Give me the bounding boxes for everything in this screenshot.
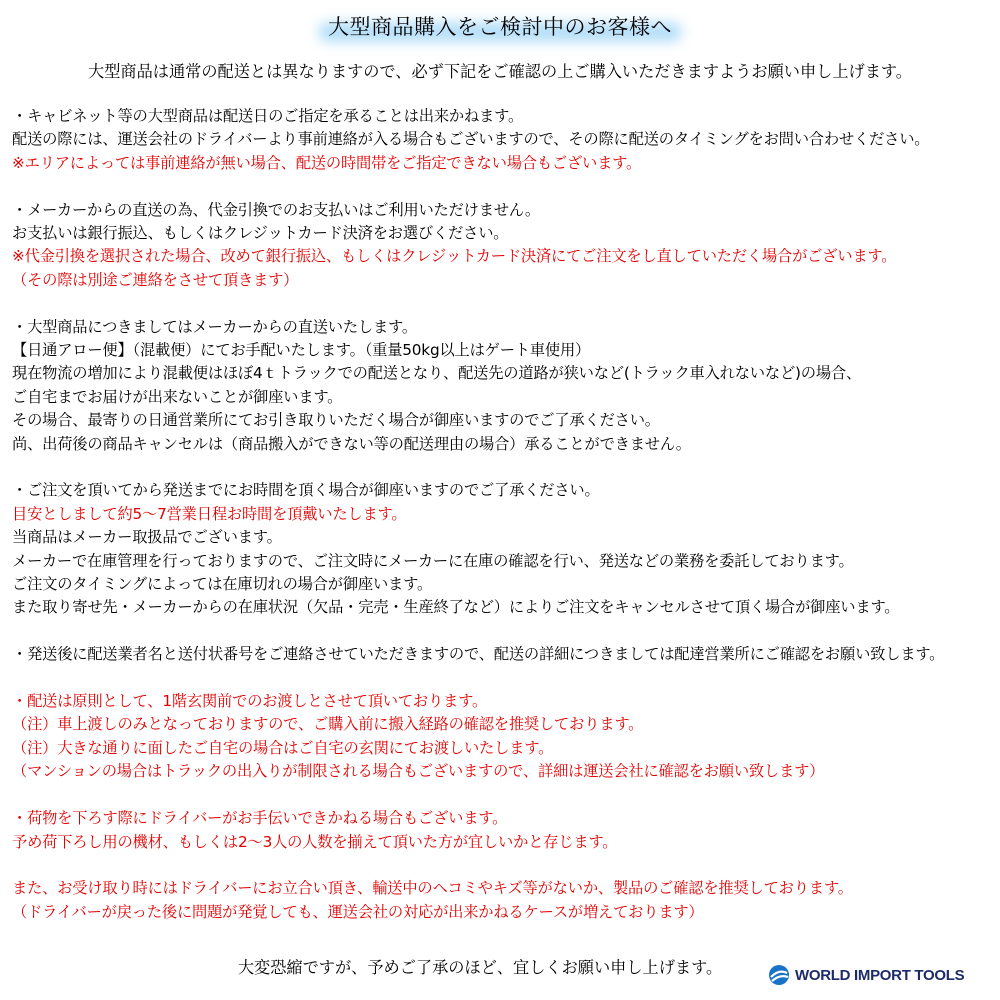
notice-line: ・発送後に配送業者名と送付状番号をご連絡させていただきますので、配送の詳細につきましては配達営業所にご確認をお願い致します。 [12,645,945,664]
notice-section [12,877,1000,924]
notice-line-warning: （注）車上渡しのみとなっておりますので、ご購入前に搬入経路の確認を推奨しております。 [12,715,644,734]
title-block [0,8,1000,48]
notice-line-warning: （マンションの場合はトラックの出入りが制限される場合もございますので、詳細は運送会社に確認をお願い致します） [12,762,825,781]
notice-line: メーカーで在庫管理を行っておりますので、ご注文時にメーカーに在庫の確認を行い、発送などの業務を委託しております。 [12,551,854,570]
notice-section [12,479,1000,619]
notice-line: ・ご注文を頂いてから発送までにお時間を頂く場合が御座いますのでご了承ください。 [12,481,600,500]
notice-line: ・大型商品につきましてはメーカーからの直送いたします。 [12,317,417,336]
notice-section [12,199,1000,293]
notice-line: その場合、最寄りの日通営業所にてお引き取りいただく場合が御座いますのでご了承ください。 [12,411,660,430]
notice-section [12,643,1000,666]
notice-body [12,105,1000,924]
notice-line-warning: また、お受け取り時にはドライバーにお立合い頂き、輸送中のヘコミやキズ等がないか、製品のご確認を推奨しております。 [12,879,853,898]
intro-text: 大型商品は通常の配送とは異なりますので、必ず下記をご確認の上ご購入いただきますようお願い申し上げます。 [88,62,912,81]
notice-line: お支払いは銀行振込、もしくはクレジットカード決済をお選びください。 [12,224,509,243]
notice-line-warning: （注）大きな通りに面したご自宅の場合はご自宅の玄関にてお渡しいたします。 [12,738,554,757]
section-gap [12,620,1000,643]
notice-line: 当商品はメーカー取扱品でございます。 [12,528,282,547]
notice-line-warning: ※エリアによっては事前連絡が無い場合、配送の時間帯をご指定できない場合もございます。 [12,153,642,172]
notice-line-warning: （その際は別途ご連絡をさせて頂きます） [12,270,299,289]
notice-section [12,807,1000,854]
logo-text: WORLD IMPORT TOOLS [795,966,965,984]
brand-logo [768,962,964,988]
notice-line-warning: 予め荷下ろし用の機材、もしくは2～3人の人数を揃えて頂いた方が宜しいかと存じます。 [12,832,618,851]
notice-line-warning: （ドライバーが戻った後に問題が発覚しても、運送会社の対応が出来かねるケースが増えております） [12,902,704,921]
page-title: 大型商品購入をご検討中のお客様へ [328,15,672,39]
notice-line: 尚、出荷後の商品キャンセルは（商品搬入ができない等の配送理由の場合）承ることができません。 [12,434,691,453]
notice-line-warning: 目安としまして約5～7営業日程お時間を頂戴いたします。 [12,504,407,523]
section-gap [12,456,1000,479]
closing-text: 大変恐縮ですが、予めご了承のほど、宜しくお願い申し上げます。 [237,958,723,977]
notice-line: 【日通アロー便】（混載便）にてお手配いたします。（重量50kg以上はゲート車使用） [12,341,591,360]
notice-line: ・キャビネット等の大型商品は配送日のご指定を承ることは出来かねます。 [12,107,524,125]
section-gap [12,784,1000,807]
notice-section [12,690,1000,784]
notice-section [12,316,1000,456]
notice-line: 現在物流の増加により混載便はほぼ4ｔトラックでの配送となり、配送先の道路が狭いなど(トラック車入れないなど)の場合、 [12,364,862,383]
section-gap [12,854,1000,877]
notice-line-warning: ※代金引換を選択された場合、改めて銀行振込、もしくはクレジットカード決済にてご注文をし直していただく場合がございます。 [12,247,897,266]
notice-line: ご注文のタイミングによっては在庫切れの場合が御座います。 [12,575,433,594]
notice-line: ・メーカーからの直送の為、代金引換でのお支払いはご利用いただけません。 [12,200,540,219]
globe-icon [768,964,790,986]
notice-line: 配送の際には、運送会社のドライバーより事前連絡が入る場合もございますので、その際に配送のタイミングをお問い合わせください。 [12,130,930,149]
notice-line: ご自宅までお届けが出来ないことが御座います。 [12,387,343,406]
notice-line-warning: ・荷物を下ろす際にドライバーがお手伝いできかねる場合もございます。 [12,809,508,828]
notice-section [12,105,1000,175]
section-gap [12,292,1000,315]
section-gap [12,175,1000,198]
section-gap [12,667,1000,690]
notice-line-warning: ・配送は原則として、1階玄関前でのお渡しとさせて頂いております。 [12,692,488,711]
notice-line: また取り寄せ先・メーカーからの在庫状況（欠品・完売・生産終了など）によりご注文をキャンセルさせて頂く場合が御座います。 [12,598,900,617]
